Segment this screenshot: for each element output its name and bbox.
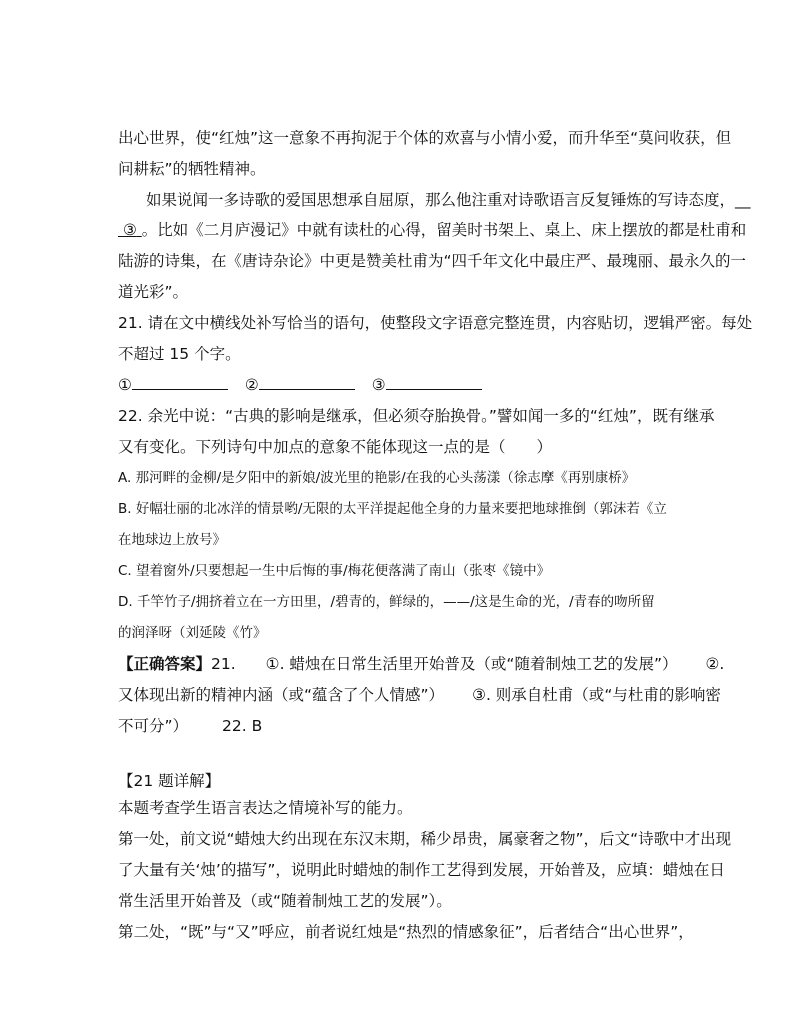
explanation-line: 本题考查学生语言表达之情境补写的能力。 <box>118 799 413 817</box>
answer-line: 【正确答案】21. ①. 蜡烛在日常生活里开始普及（或“随着制烛工艺的发展”） ②. <box>118 655 725 673</box>
passage-line: 如果说闻一多诗歌的爱国思想承自屈原，那么他注重对诗歌语言反复锤炼的写诗态度，__ <box>146 191 751 209</box>
blank-marker: ③ <box>122 221 137 239</box>
explanation-title: 【21 题详解】 <box>118 772 221 790</box>
blank-label-2: ② <box>244 376 259 394</box>
question-22-stem: 22. 余光中说：“古典的影响是继承，但必须夺胎换骨。”譬如闻一多的“红烛”，既有继承 <box>118 407 715 425</box>
option-b: B. 好幅壮丽的北冰洋的情景哟/无限的太平洋提起他全身的力量来要把地球推倒（郭沫若《立 <box>118 501 667 517</box>
explanation-line: 第二处，“既”与“又”呼应，前者说红烛是“热烈的情感象征”，后者结合“出心世界”， <box>118 923 694 941</box>
blank-label-3: ③ <box>371 376 386 394</box>
passage-line-blank: ③ 。比如《二月庐漫记》中就有读杜的心得，留美时书架上、桌上、床上摆放的都是杜甫和 <box>118 220 746 240</box>
passage-line: 陆游的诗集，在《唐诗杂论》中更是赞美杜甫为“四千年文化中最庄严、最瑰丽、最永久的一 <box>118 252 747 270</box>
answer-label: 【正确答案】 <box>118 655 212 673</box>
answer-blank-1[interactable] <box>132 375 228 390</box>
passage-line: 问耕耘”的牺牲精神。 <box>118 160 266 178</box>
answer-blanks <box>118 375 494 395</box>
option-c: C. 望着窗外/只要想起一生中后悔的事/梅花便落满了南山（张枣《镜中》 <box>118 563 551 579</box>
question-21-stem: 21. 请在文中横线处补写恰当的语句，使整段文字语意完整连贯，内容贴切，逻辑严密。每处 <box>118 314 753 332</box>
explanation-line: 第一处，前文说“蜡烛大约出现在东汉末期，稀少昂贵，属豪奢之物”，后文“诗歌中才出现 <box>118 830 732 848</box>
option-b: 在地球边上放号》 <box>118 532 226 548</box>
question-22-stem: 又有变化。下列诗句中加点的意象不能体现这一点的是（ ） <box>118 438 553 456</box>
option-a: A. 那河畔的金柳/是夕阳中的新娘/波光里的艳影/在我的心头荡漾（徐志摩《再别康桥》 <box>118 470 636 486</box>
answer-line: 不可分”） 22. B <box>118 717 263 735</box>
option-d: D. 千竿竹子/拥挤着立在一方田里，/碧青的，鲜绿的，——/这是生命的光，/青春的吻所留 <box>118 594 655 610</box>
answer-blank-2[interactable] <box>259 375 355 390</box>
passage-line: 道光彩”。 <box>118 283 189 301</box>
answer-blank-3[interactable] <box>386 375 482 390</box>
option-d: 的润泽呀（刘延陵《竹》 <box>118 625 267 641</box>
explanation-line: 了大量有关‘烛’的描写”，说明此时蜡烛的制作工艺得到发展，开始普及，应填：蜡烛在日 <box>118 861 725 879</box>
blank-label-1: ① <box>118 376 132 394</box>
explanation-line: 常生活里开始普及（或“随着制烛工艺的发展”）。 <box>118 892 452 910</box>
passage-line: 出心世界，使“红烛”这一意象不再拘泥于个体的欢喜与小情小爱，而升华至“莫问收获，但 <box>118 129 732 147</box>
answer-line: 又体现出新的精神内涵（或“蕴含了个人情感”） ③. 则承自杜甫（或“与杜甫的影响密 <box>118 686 721 704</box>
question-21-stem: 不超过 15 个字。 <box>118 345 241 363</box>
